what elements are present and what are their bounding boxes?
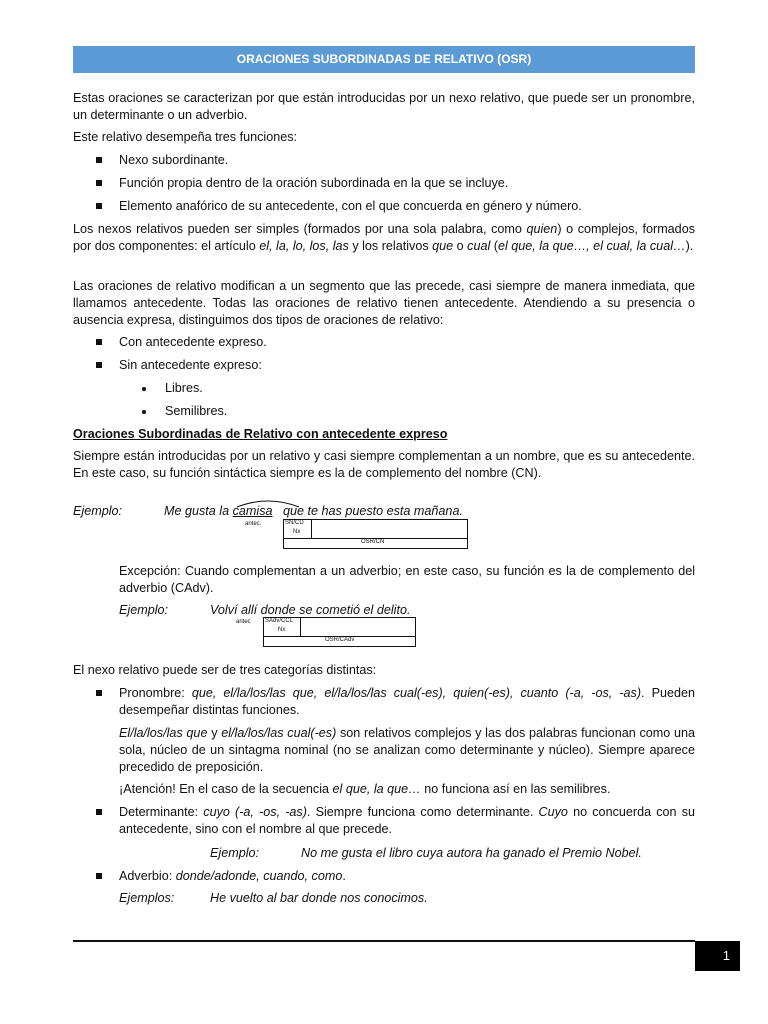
determinante-example-label: Ejemplo: <box>210 846 259 860</box>
category-pronombre: Pronombre: que, el/la/los/las que, el/la/los/las cual(-es), quien(-es), cuanto (-a, -os, -as). Pueden desempeñar distintas funciones. <box>119 686 696 717</box>
subtype-item-1: Libres. <box>165 381 203 395</box>
example1-arc <box>233 497 303 509</box>
bullet-square-icon <box>96 362 102 368</box>
adverbio-example-label: Ejemplos: <box>119 891 175 905</box>
example2-function: SAdv/CCL <box>265 618 294 624</box>
section-heading: Oraciones Subordinadas de Relativo con antecedente expreso <box>73 427 448 441</box>
function-item-1: Nexo subordinante. <box>119 153 229 167</box>
subtype-item-2: Semilibres. <box>165 404 228 418</box>
categories-intro: El nexo relativo puede ser de tres categorías distintas: <box>73 663 377 677</box>
page-number: 1 <box>695 941 740 971</box>
antecedente-paragraph: Las oraciones de relativo modifican a un segmento que las precede, casi siempre de manera inmediata, que llamamos antecedente. Todas las oraciones de relativo tienen antecedente. Atendiendo a su presencia o ausencia expresa, distinguimos dos tipos de oraciones de relativo: <box>73 279 695 327</box>
example1-sentence: Me gusta la camisa que te has puesto esta mañana. <box>164 504 463 518</box>
functions-intro: Este relativo desempeña tres funciones: <box>73 130 298 144</box>
bullet-square-icon <box>96 339 102 345</box>
example1-antecedent: camisa <box>232 504 273 518</box>
type-item-1: Con antecedente expreso. <box>119 335 267 349</box>
example2-sentence: Volví allí donde se cometió el delito. <box>210 603 411 617</box>
exception-paragraph: Excepción: Cuando complementan a un adverbio; en este caso, su función es la de complemento del adverbio (CAdv). <box>119 564 695 595</box>
determinante-example-text: No me gusta el libro cuya autora ha ganado el Premio Nobel. <box>301 846 642 860</box>
bullet-square-icon <box>96 203 102 209</box>
bullet-square-icon <box>96 180 102 186</box>
example1-label: Ejemplo: <box>73 504 122 518</box>
example1-nexo: Nx <box>293 529 301 535</box>
example1-function: SN/CD <box>285 520 304 526</box>
footer-rule <box>73 940 695 942</box>
category-determinante: Determinante: cuyo (-a, -os, -as). Siempre funciona como determinante. Cuyo no concuerda con su antecedente, sino con el nombre al que precede. <box>119 805 695 836</box>
bullet-square-icon <box>96 809 102 815</box>
example2-nexo: Nx <box>278 627 286 633</box>
bullet-dot-icon <box>142 410 146 414</box>
example2-antec-label: antec <box>236 619 251 625</box>
category-adverbio: Adverbio: donde/adonde, cuando, como. <box>119 869 346 883</box>
example2-label: Ejemplo: <box>119 603 168 617</box>
function-item-2: Función propia dentro de la oración subordinada en la que se incluye. <box>119 176 509 190</box>
function-item-3: Elemento anafórico de su antecedente, con el que concuerda en género y número. <box>119 199 582 213</box>
section-paragraph: Siempre están introducidas por un relativo y casi siempre complementan a un nombre, que es su antecedente. En este caso, su función sintáctica siempre es la de complemento del nombre (CN). <box>73 449 695 480</box>
bullet-square-icon <box>96 873 102 879</box>
bullet-square-icon <box>96 690 102 696</box>
type-item-2: Sin antecedente expreso: <box>119 358 262 372</box>
pronombre-complex-note: El/la/los/las que y el/la/los/las cual(-es) son relativos complejos y las dos palabras funcionan como una sola, núcleo de un sintagma nominal (no se analizan como determinante y núcleo). Siempre aparece precedido de preposición. <box>119 726 695 774</box>
bullet-dot-icon <box>142 387 146 391</box>
bullet-square-icon <box>96 157 102 163</box>
adverbio-example-text: He vuelto al bar donde nos conocimos. <box>210 891 428 905</box>
example1-osr: OSR/CN <box>361 539 385 545</box>
pronombre-attention-note: ¡Atención! En el caso de la secuencia el que, la que… no funciona así en las semilibres. <box>119 782 611 796</box>
page-title: ORACIONES SUBORDINADAS DE RELATIVO (OSR) <box>73 46 695 73</box>
nexos-paragraph: Los nexos relativos pueden ser simples (formados por una sola palabra, como quien) o complejos, formados por dos componentes: el artículo el, la, lo, los, las y los relativos que o cual (el que, la que…, el cual, la cual…). <box>73 222 695 253</box>
example1-relative: que <box>283 504 305 518</box>
intro-paragraph: Estas oraciones se caracterizan por que están introducidas por un nexo relativo, que puede ser un pronombre, un determinante o un adverbio. <box>73 91 695 122</box>
example1-antec-label: antec. <box>245 521 262 527</box>
example2-osr: OSR/CAdv <box>325 637 355 643</box>
